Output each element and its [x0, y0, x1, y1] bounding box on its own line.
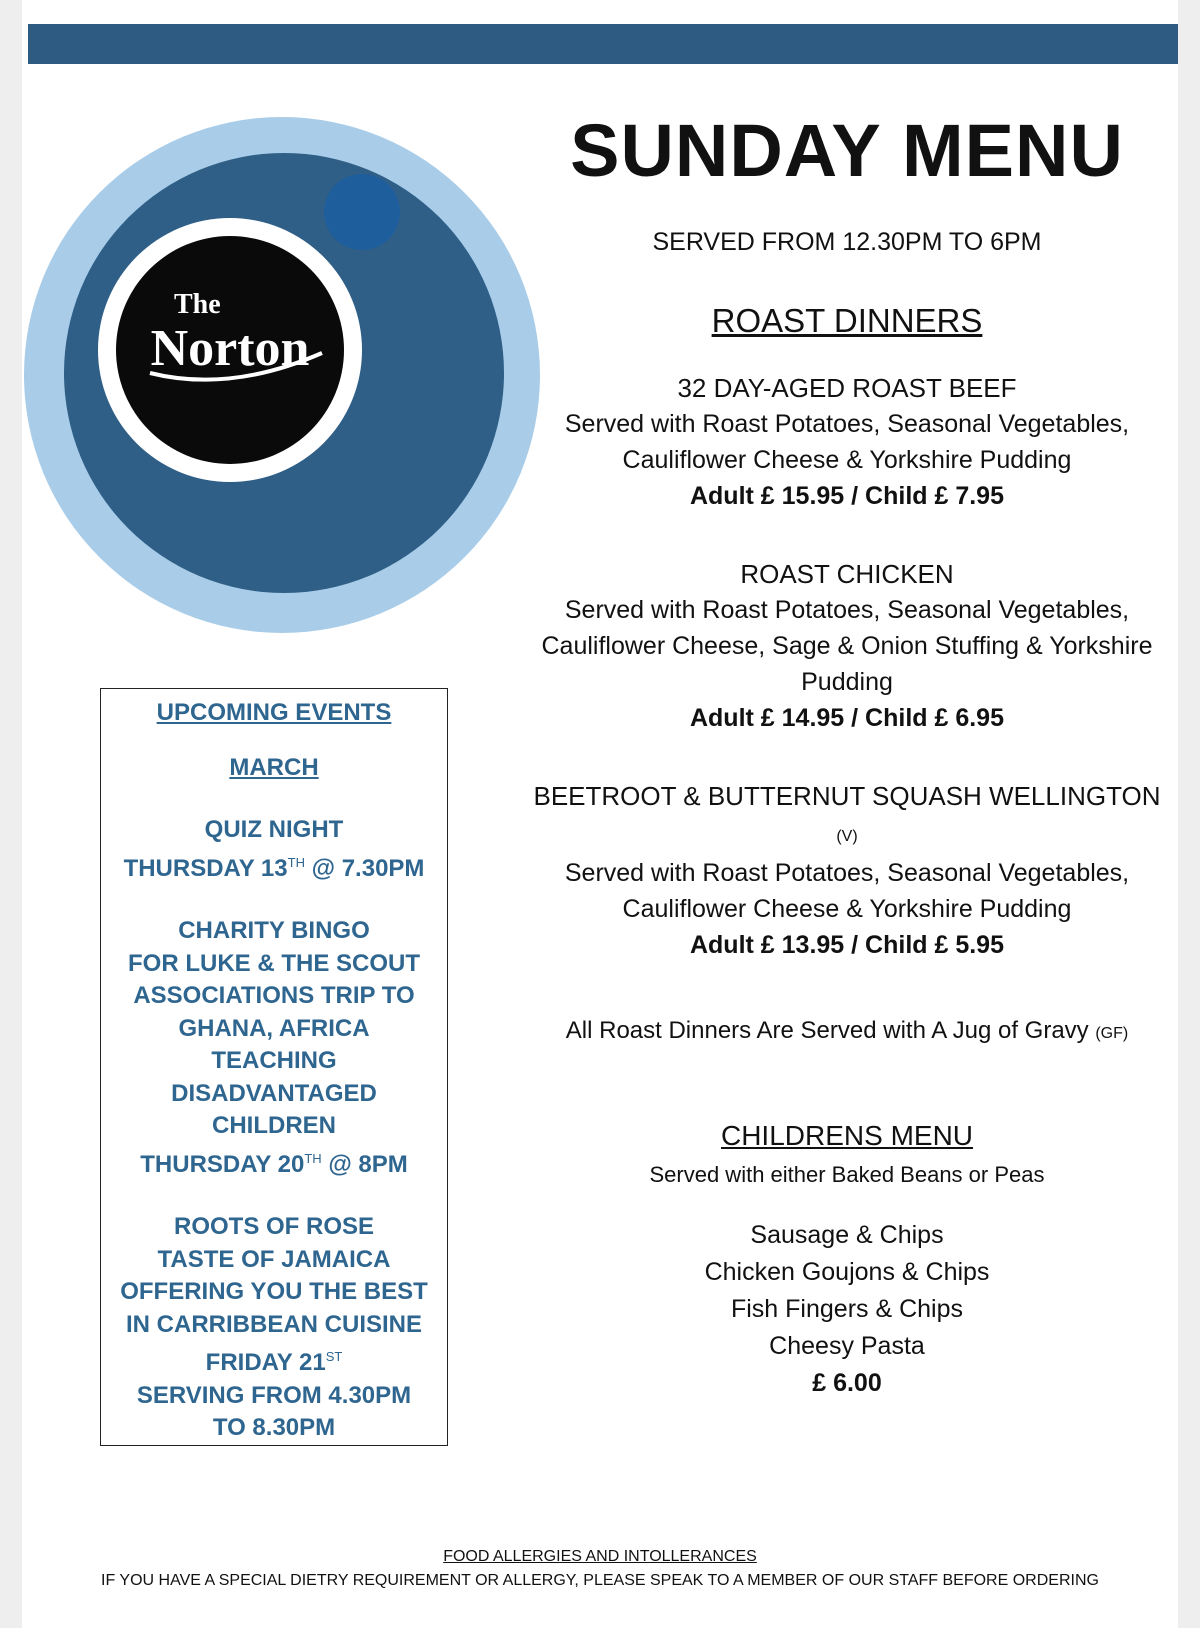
- childrens-menu-heading: CHILDRENS MENU: [720, 1120, 974, 1151]
- date-text: FRIDAY 21: [205, 1349, 326, 1376]
- dish-name-row: [532, 778, 1162, 855]
- bingo-date: [101, 1143, 447, 1182]
- dish-name: ROAST CHICKEN: [740, 559, 954, 589]
- dish-desc: Cauliflower Cheese & Yorkshire Pudding: [622, 446, 1072, 474]
- date-suffix: TH: [304, 1150, 322, 1166]
- dish-price: Adult £ 13.95 / Child £ 5.95: [689, 931, 1004, 959]
- quiz-date: [101, 847, 447, 886]
- event-line: ROOTS OF ROSE: [173, 1213, 374, 1240]
- gluten-free-badge: (GF): [1095, 1025, 1129, 1042]
- dish-desc: Served with Roast Potatoes, Seasonal Vegetables,: [564, 596, 1130, 624]
- dish-roast-chicken: [532, 556, 1162, 736]
- event-line: CHARITY BINGO: [178, 917, 370, 944]
- childrens-menu-sub: Served with either Baked Beans or Peas: [649, 1162, 1045, 1187]
- dish-desc: Cauliflower Cheese & Yorkshire Pudding: [622, 895, 1072, 923]
- event-line: FOR LUKE & THE SCOUT: [128, 949, 420, 977]
- menu-title: SUNDAY MENU: [570, 109, 1124, 192]
- dish-desc: Served with Roast Potatoes, Seasonal Vegetables,: [564, 859, 1130, 887]
- top-banner-bar: [28, 24, 1178, 64]
- logo-text-the: The: [174, 289, 221, 320]
- event-line: DISADVANTAGED: [171, 1079, 377, 1107]
- logo-text-norton: Norton: [150, 320, 310, 377]
- event-line: TEACHING: [211, 1047, 337, 1074]
- dish-name: BEETROOT & BUTTERNUT SQUASH WELLINGTON: [533, 781, 1161, 811]
- event-line: OFFERING YOU THE BEST: [120, 1278, 428, 1305]
- event-line: SERVING FROM 4.30PM: [136, 1381, 412, 1409]
- event-line: GHANA, AFRICA: [178, 1014, 370, 1042]
- gravy-text: All Roast Dinners Are Served with A Jug of Gravy: [565, 1017, 1089, 1044]
- dish-desc: Cauliflower Cheese, Sage & Onion Stuffing & Yorkshire: [541, 632, 1153, 660]
- list-item: Sausage & Chips: [750, 1221, 944, 1249]
- allergy-text: IF YOU HAVE A SPECIAL DIETRY REQUIREMENT OR ALLERGY, PLEASE SPEAK TO A MEMBER OF OUR STAFF BEFORE ORDERING: [101, 1572, 1099, 1589]
- events-heading: UPCOMING EVENTS: [156, 699, 392, 726]
- roast-dinners-heading: ROAST DINNERS: [711, 302, 983, 339]
- event-line: TO 8.30PM: [212, 1414, 336, 1441]
- list-item: Chicken Goujons & Chips: [704, 1258, 990, 1286]
- dish-roast-beef: [532, 370, 1162, 514]
- childrens-menu-list: [532, 1217, 1162, 1402]
- dish-desc: Pudding: [801, 668, 893, 696]
- date-time: @ 7.30PM: [304, 854, 425, 882]
- served-hours: SERVED FROM 12.30PM TO 6PM: [652, 228, 1042, 256]
- norton-logo: [22, 85, 552, 675]
- logo-blue-dot: [324, 174, 400, 250]
- date-suffix: ST: [325, 1349, 343, 1364]
- allergy-heading: FOOD ALLERGIES AND INTOLLERANCES: [443, 1548, 757, 1565]
- event-line: TASTE OF JAMAICA: [157, 1245, 391, 1273]
- date-text: THURSDAY 13: [123, 854, 288, 882]
- list-item: Cheesy Pasta: [769, 1332, 925, 1360]
- gravy-note: [532, 1017, 1162, 1045]
- date-text: THURSDAY 20: [140, 1150, 305, 1178]
- dish-wellington: [532, 778, 1162, 963]
- event-line: ASSOCIATIONS TRIP TO: [133, 982, 415, 1009]
- upcoming-events-box: [100, 688, 448, 1446]
- vegetarian-badge: (V): [836, 828, 858, 845]
- dish-price: Adult £ 14.95 / Child £ 6.95: [689, 704, 1004, 732]
- menu-page: [22, 0, 1178, 1628]
- dish-price: Adult £ 15.95 / Child £ 7.95: [689, 482, 1004, 510]
- dish-name: 32 DAY-AGED ROAST BEEF: [677, 373, 1017, 403]
- childrens-menu-price: £ 6.00: [812, 1369, 882, 1397]
- date-suffix: TH: [287, 854, 305, 870]
- dish-desc: Served with Roast Potatoes, Seasonal Vegetables,: [564, 410, 1130, 438]
- event-line: CHILDREN: [212, 1112, 336, 1139]
- event-line: IN CARRIBBEAN CUISINE: [125, 1310, 422, 1338]
- quiz-title: QUIZ NIGHT: [204, 816, 344, 843]
- events-month: MARCH: [229, 753, 319, 781]
- date-time: @ 8PM: [321, 1150, 408, 1178]
- list-item: Fish Fingers & Chips: [730, 1295, 964, 1323]
- roots-date: [101, 1341, 447, 1380]
- allergy-footer: [22, 1545, 1178, 1593]
